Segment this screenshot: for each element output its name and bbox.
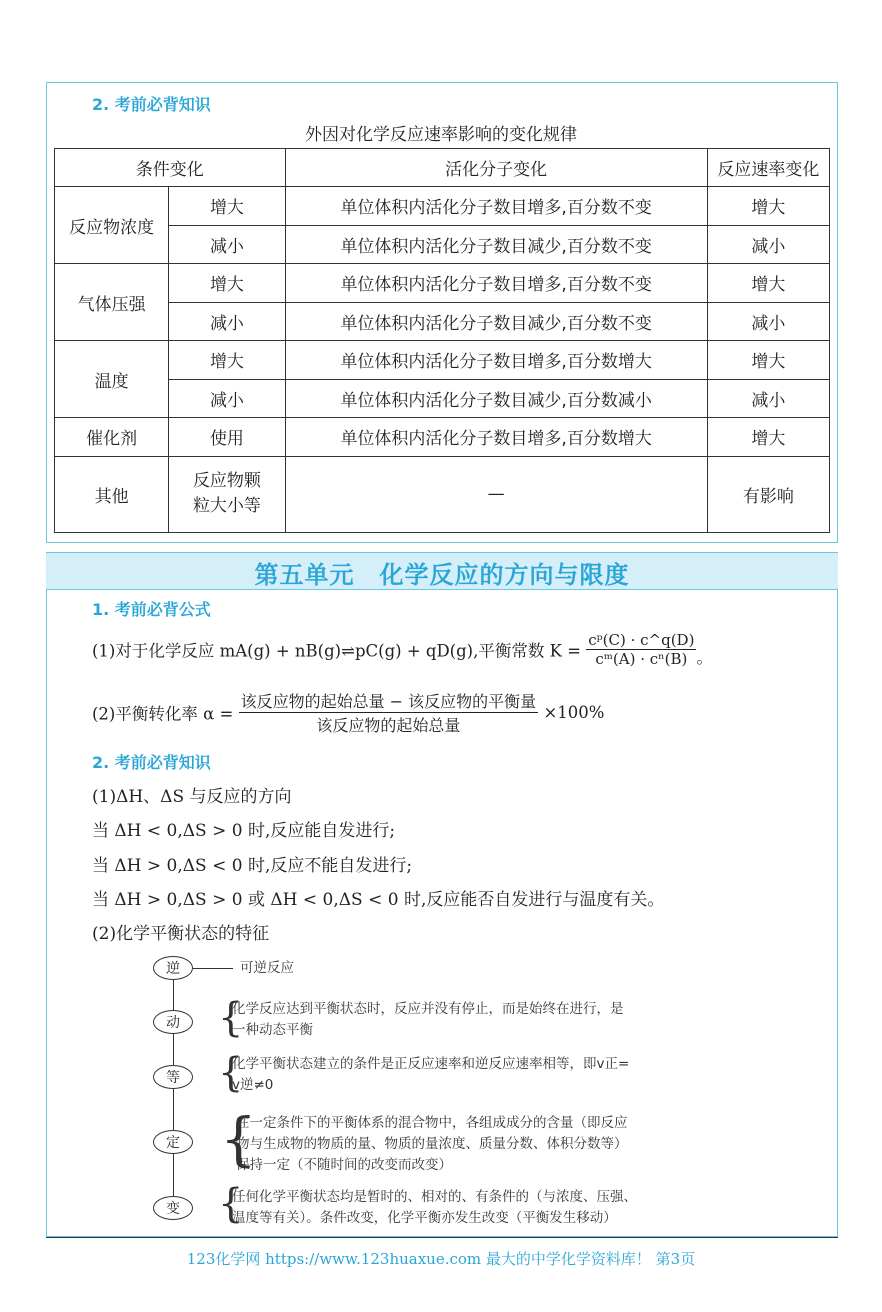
molecule-cell: 单位体积内活化分子数目增多,百分数不变 bbox=[285, 264, 707, 303]
change-cell: 增大 bbox=[169, 341, 285, 380]
node-deng: 等 bbox=[153, 1065, 193, 1089]
molecule-cell: 单位体积内活化分子数目增多,百分数增大 bbox=[285, 418, 707, 457]
formula-1-text: (1)对于化学反应 mA(g) + nB(g)⇌pC(g) + qD(g),平衡常数 K = bbox=[92, 641, 581, 661]
connector-line bbox=[193, 968, 233, 969]
note-ni: 可逆反应 bbox=[240, 960, 294, 976]
formula-1-numerator: cᵖ(C) · c^q(D) bbox=[588, 631, 695, 649]
rate-cell: 增大 bbox=[707, 187, 829, 226]
note-line: 化学反应达到平衡状态时，反应并没有停止，而是始终在进行，是 bbox=[232, 1001, 624, 1017]
cond-cell: 其他 bbox=[55, 456, 169, 532]
cond-cell: 催化剂 bbox=[55, 418, 169, 457]
knowledge-line-5: (2)化学平衡状态的特征 bbox=[92, 924, 270, 944]
note-line: v逆≠0 bbox=[232, 1077, 274, 1093]
change-cell: 增大 bbox=[169, 264, 285, 303]
brace: { bbox=[218, 1050, 244, 1096]
node-bian: 变 bbox=[153, 1196, 193, 1220]
formula-2-denominator: 该反应物的起始总量 bbox=[316, 716, 461, 735]
cond-cell: 气体压强 bbox=[55, 264, 169, 341]
bottom-rule bbox=[46, 1237, 838, 1238]
unit-title: 第五单元 化学反应的方向与限度 bbox=[254, 561, 630, 589]
molecule-cell: 单位体积内活化分子数目增多,百分数增大 bbox=[285, 341, 707, 380]
formula-2-numerator: 该反应物的起始总量 − 该反应物的平衡量 bbox=[239, 689, 539, 713]
unit-title-bar bbox=[46, 553, 838, 590]
formula-2-text: (2)平衡转化率 α = bbox=[92, 704, 234, 724]
molecule-cell: — bbox=[285, 456, 707, 532]
knowledge-line-3: 当 ΔH > 0,ΔS < 0 时,反应不能自发进行; bbox=[92, 856, 413, 876]
rate-cell: 增大 bbox=[707, 341, 829, 380]
brace: { bbox=[218, 1181, 244, 1227]
change-line: 反应物颗 bbox=[192, 471, 261, 491]
formula-2-suffix: ×100% bbox=[543, 703, 605, 722]
change-cell: 使用 bbox=[169, 418, 285, 457]
formula-2-fraction bbox=[239, 689, 539, 736]
change-cell: 增大 bbox=[169, 187, 285, 226]
molecule-cell: 单位体积内活化分子数目减少,百分数不变 bbox=[285, 225, 707, 264]
change-cell: 减小 bbox=[169, 225, 285, 264]
formula-1-denominator: cᵐ(A) · cⁿ(B) bbox=[595, 650, 688, 668]
rate-table bbox=[54, 148, 830, 533]
note-line: 物与生成物的物质的量、物质的量浓度、质量分数、体积分数等） bbox=[236, 1136, 628, 1152]
knowledge-line-2: 当 ΔH < 0,ΔS > 0 时,反应能自发进行; bbox=[92, 821, 396, 841]
change-cell: 减小 bbox=[169, 379, 285, 418]
formula-2 bbox=[92, 689, 604, 736]
formula-heading: 1. 考前必背公式 bbox=[92, 600, 211, 619]
change-line: 粒大小等 bbox=[192, 496, 261, 516]
change-cell: 减小 bbox=[169, 302, 285, 341]
note-deng bbox=[232, 1054, 629, 1096]
table-title: 外因对化学反应速率影响的变化规律 bbox=[305, 125, 577, 145]
cond-cell: 温度 bbox=[55, 341, 169, 418]
change-cell bbox=[169, 456, 285, 532]
note-line: 任何化学平衡状态均是暂时的、相对的、有条件的（与浓度、压强、 bbox=[232, 1189, 637, 1205]
note-dong bbox=[232, 999, 624, 1041]
molecule-cell: 单位体积内活化分子数目增多,百分数不变 bbox=[285, 187, 707, 226]
note-ding bbox=[236, 1113, 628, 1176]
note-line: 一种动态平衡 bbox=[232, 1022, 313, 1038]
rate-cell: 增大 bbox=[707, 264, 829, 303]
header-molecule: 活化分子变化 bbox=[285, 149, 707, 187]
knowledge-line-1: (1)ΔH、ΔS 与反应的方向 bbox=[92, 787, 292, 807]
header-cond: 条件变化 bbox=[55, 149, 286, 187]
footer-text: 123化学网 https://www.123huaxue.com 最大的中学化学资料库！ 第3页 bbox=[186, 1250, 696, 1268]
node-dong: 动 bbox=[153, 1010, 193, 1034]
node-ni: 逆 bbox=[153, 956, 193, 980]
note-line: 保持一定（不随时间的改变而改变） bbox=[236, 1157, 452, 1173]
rate-cell: 减小 bbox=[707, 379, 829, 418]
brace: { bbox=[218, 995, 244, 1041]
note-line: 在一定条件下的平衡体系的混合物中，各组成成分的含量（即反应 bbox=[236, 1115, 628, 1131]
rate-cell: 减小 bbox=[707, 302, 829, 341]
note-bian bbox=[232, 1187, 637, 1229]
rate-cell: 减小 bbox=[707, 225, 829, 264]
cond-cell: 反应物浓度 bbox=[55, 187, 169, 264]
rate-cell: 增大 bbox=[707, 418, 829, 457]
note-line: 化学平衡状态建立的条件是正反应速率和逆反应速率相等，即v正= bbox=[232, 1056, 630, 1072]
formula-1 bbox=[92, 631, 713, 668]
node-ding: 定 bbox=[153, 1130, 193, 1154]
formula-1-suffix: 。 bbox=[696, 648, 713, 667]
header-rate: 反应速率变化 bbox=[707, 149, 829, 187]
knowledge-heading: 2. 考前必背知识 bbox=[92, 753, 211, 772]
molecule-cell: 单位体积内活化分子数目减少,百分数减小 bbox=[285, 379, 707, 418]
rate-cell: 有影响 bbox=[707, 456, 829, 532]
knowledge-line-4: 当 ΔH > 0,ΔS > 0 或 ΔH < 0,ΔS < 0 时,反应能否自发进行与温度有关。 bbox=[92, 890, 665, 910]
molecule-cell: 单位体积内活化分子数目减少,百分数不变 bbox=[285, 302, 707, 341]
section-heading: 2. 考前必背知识 bbox=[92, 95, 211, 114]
brace: { bbox=[220, 1105, 257, 1173]
formula-1-fraction bbox=[586, 631, 696, 668]
note-line: 温度等有关）。条件改变，化学平衡亦发生改变（平衡发生移动） bbox=[232, 1210, 617, 1226]
